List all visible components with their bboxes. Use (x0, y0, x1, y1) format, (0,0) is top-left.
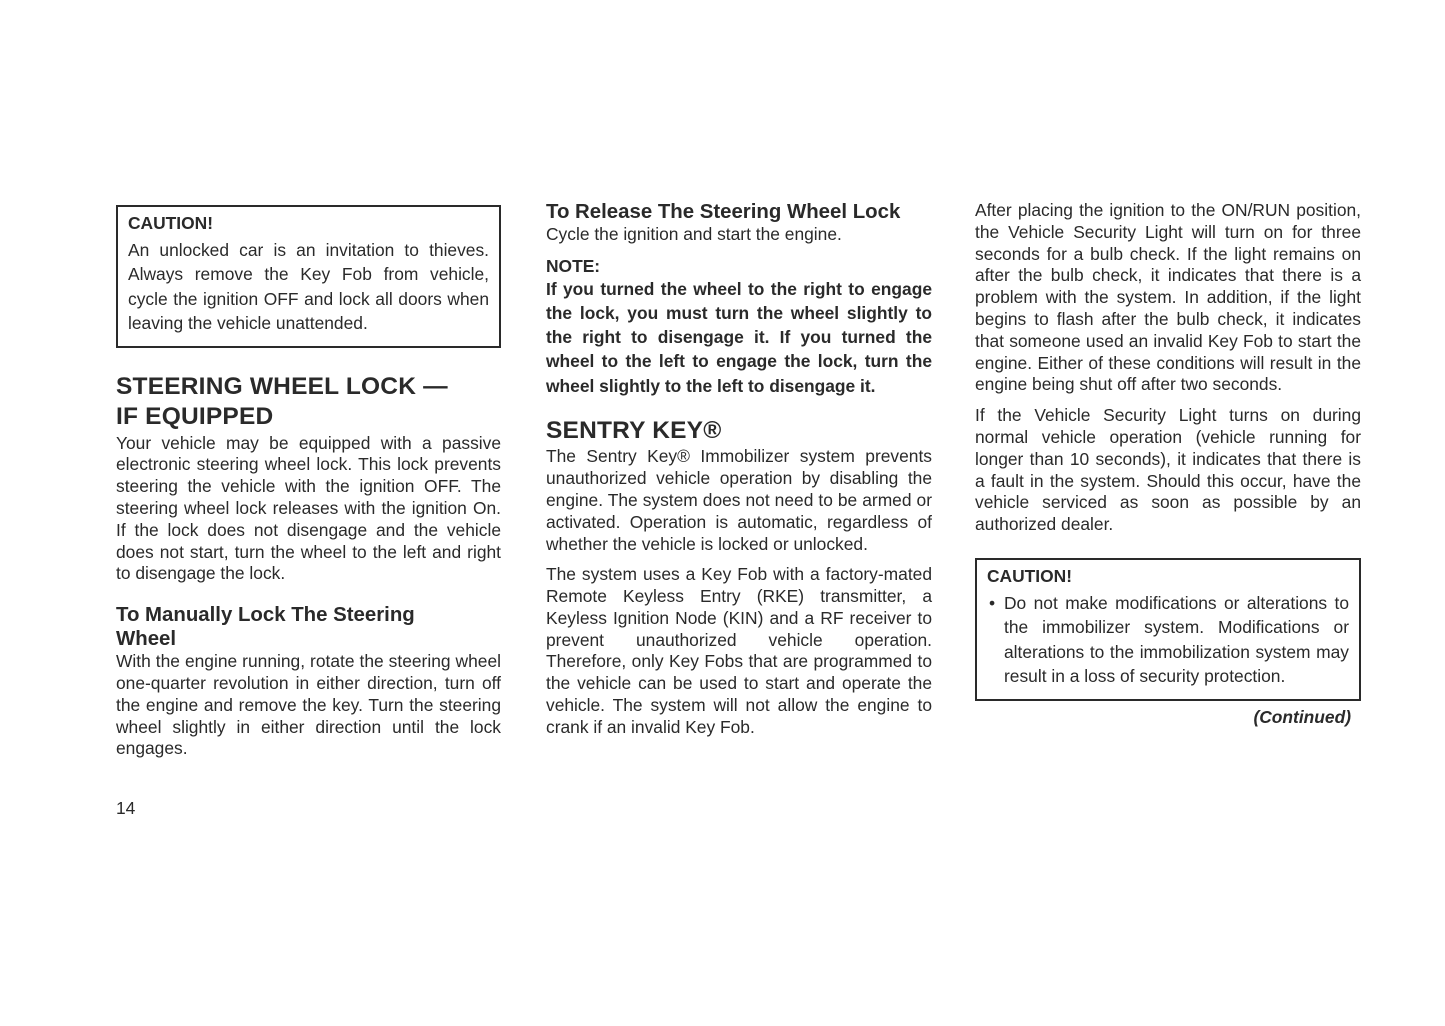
subheading-release-lock: To Release The Steering Wheel Lock (546, 201, 901, 223)
continued-label: (Continued) (1253, 706, 1351, 727)
note-text: If you turned the wheel to the right to engage the lock, you must turn the wheel slightly to the right to disengage it. If you turned the wheel to the left to engage the lock, turn the wheel slightly to the left to disengage it. (546, 278, 932, 396)
note-label: NOTE: (546, 255, 601, 276)
column-right (975, 200, 1361, 728)
heading-line-1: STEERING WHEEL LOCK — (116, 372, 448, 400)
section-heading-steering-wheel-lock (116, 372, 501, 433)
caution-box-unlocked-car (116, 205, 501, 348)
caution-text: An unlocked car is an invitation to thieves. Always remove the Key Fob from vehicle, cycle the ignition OFF and lock all doors when leaving the vehicle unattended. (128, 240, 489, 334)
manual-lock-text: With the engine running, rotate the steering wheel one-quarter revolution in either direction, turn off the engine and remove the key. Turn the steering wheel slightly in either direction until the lock engages. (116, 651, 501, 759)
security-light-para-2: If the Vehicle Security Light turns on during normal vehicle operation (vehicle running for longer than 10 seconds), it indicates that there is a fault in the system. Should this occur, have the vehicle serviced as soon as possible by an authorized dealer. (975, 405, 1361, 535)
security-light-para-1: After placing the ignition to the ON/RUN position, the Vehicle Security Light will turn on for three seconds for a bulb check. If the light remains on after the bulb check, it indicates that there is a problem with the system. In addition, if the light begins to flash after the bulb check, it indicates that someone used an invalid Key Fob to start the engine. Either of these conditions will result in the engine being shut off after two seconds. (975, 200, 1361, 395)
caution-bullet: • Do not make modifications or alterations to the immobilizer system. Modifications or alterations to the immobilization system may result in a loss of security protection. (987, 591, 1349, 689)
subheading-manually-lock: To Manually Lock The Steering Wheel (116, 604, 415, 651)
caution-title: CAUTION! (128, 213, 214, 233)
column-left (116, 200, 501, 760)
caution-bullet-list (987, 591, 1349, 689)
caution-box-immobilizer (975, 558, 1361, 701)
release-text: Cycle the ignition and start the engine. (546, 224, 842, 244)
heading-line-2: IF EQUIPPED (116, 403, 274, 431)
sentry-key-para-1: The Sentry Key® Immobilizer system prevents unauthorized vehicle operation by disabling the engine. The system does not need to be armed or activated. Operation is automatic, regardless of whether the vehicle is locked or unlocked. (546, 446, 932, 554)
sentry-key-para-2: The system uses a Key Fob with a factory-mated Remote Keyless Entry (RKE) transmitter, a Keyless Ignition Node (KIN) and a RF receiver to prevent unauthorized vehicle operation. Therefore, only Key Fobs that are programmed to the vehicle can be used to start and operate the vehicle. The system will not allow the engine to crank if an invalid Key Fob. (546, 564, 932, 737)
caution-title: CAUTION! (987, 565, 1073, 586)
page-number: 14 (116, 798, 136, 818)
column-middle (546, 200, 932, 739)
section-heading-sentry-key: SENTRY KEY® (546, 416, 722, 444)
steering-lock-intro: Your vehicle may be equipped with a passive electronic steering wheel lock. This lock prevents steering the vehicle with the ignition OFF. The steering wheel lock releases with the ignition On. If the lock does not disengage and the vehicle does not start, turn the wheel to the left and right to disengage the lock. (116, 432, 501, 584)
